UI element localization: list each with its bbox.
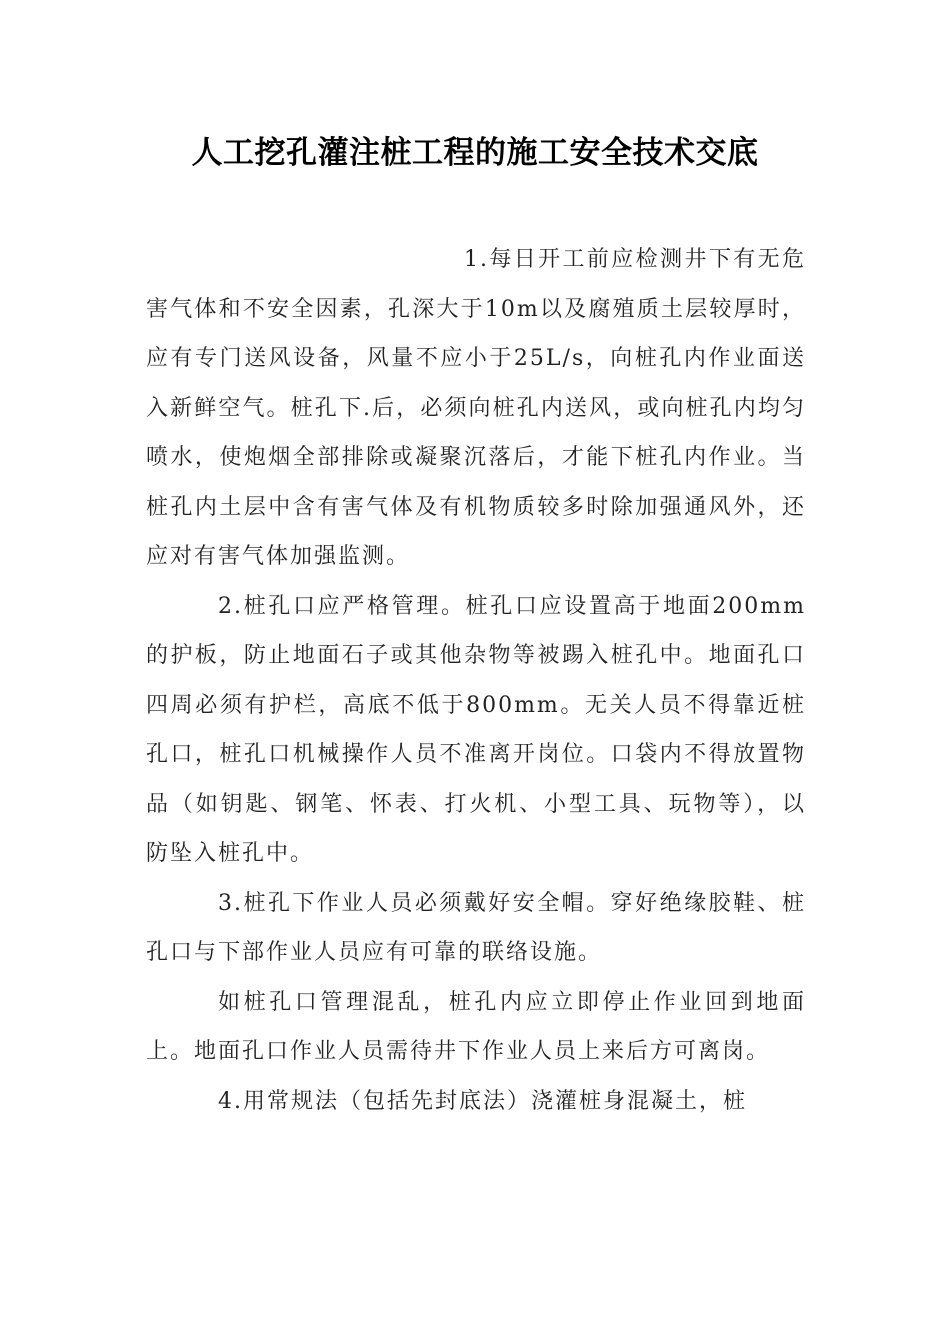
document-body bbox=[146, 235, 806, 1126]
paragraph-3: 3.桩孔下作业人员必须戴好安全帽。穿好绝缘胶鞋、桩孔口与下部作业人员应有可靠的联络设施。 bbox=[146, 890, 806, 965]
paragraph-2: 2.桩孔口应严格管理。桩孔口应设置高于地面200mm的护板，防止地面石子或其他杂物等被踢入桩孔中。地面孔口四周必须有护栏，高底不低于800mm。无关人员不得靠近桩孔口，桩孔口机械操作人员不准离开岗位。口袋内不得放置物品（如钥匙、钢笔、怀表、打火机、小型工具、玩物等），以防坠入桩孔中。 bbox=[146, 593, 806, 866]
document-title: 人工挖孔灌注桩工程的施工安全技术交底 bbox=[191, 135, 759, 171]
paragraph-1: 1.每日开工前应检测井下有无危害气体和不安全因素，孔深大于10m以及腐殖质土层较厚时，应有专门送风设备，风量不应小于25L/s，向桩孔内作业面送入新鲜空气。桩孔下.后，必须向桩孔内送风，或向桩孔内均匀喷水，使炮烟全部排除或凝聚沉落后，才能下桩孔内作业。当桩孔内土层中含有害气体及有机物质较多时除加强通风外，还应对有害气体加强监测。 bbox=[146, 247, 806, 569]
paragraph-5: 4.用常规法（包括先封底法）浇灌桩身混凝土，桩 bbox=[218, 1088, 747, 1114]
paragraph-4: 如桩孔口管理混乱，桩孔内应立即停止作业回到地面上。地面孔口作业人员需待井下作业人员上来后方可离岗。 bbox=[146, 989, 806, 1064]
